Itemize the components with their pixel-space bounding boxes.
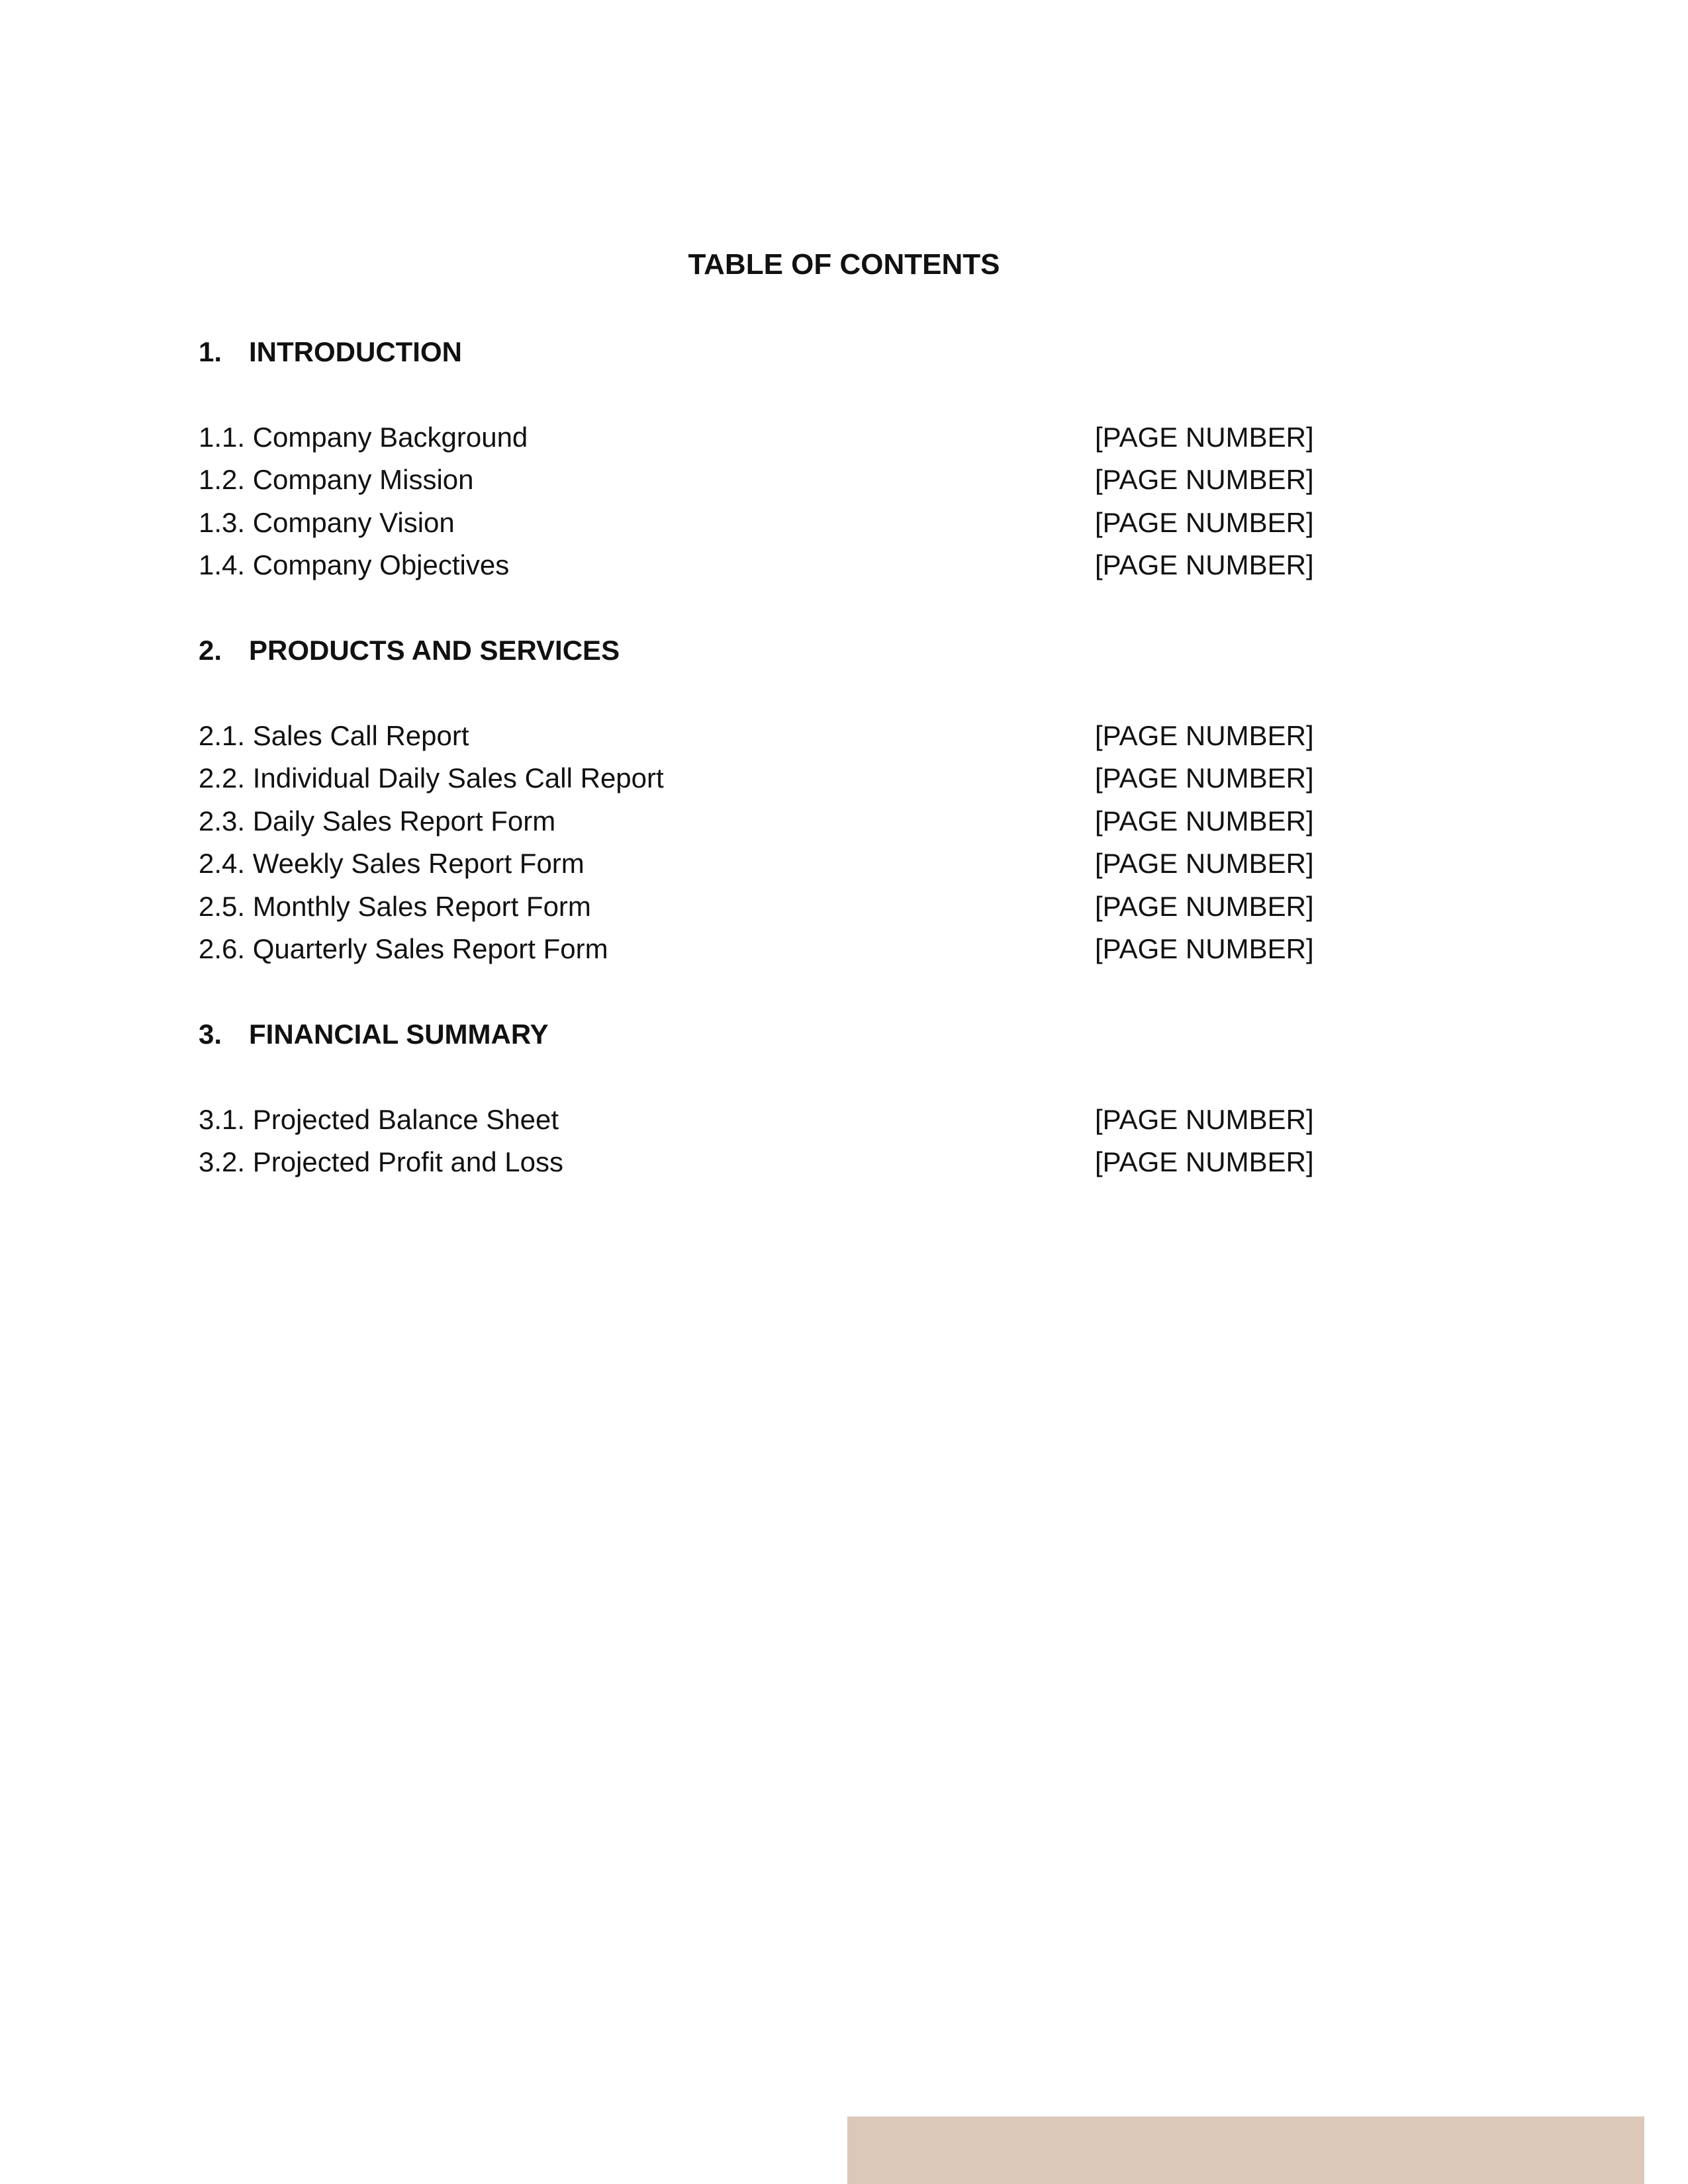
toc-entry-page-number: [PAGE NUMBER] bbox=[1095, 1104, 1314, 1135]
toc-entry-page-number: [PAGE NUMBER] bbox=[1095, 933, 1314, 964]
toc-entry-company-mission[interactable] bbox=[199, 459, 1324, 501]
toc-entry-monthly-sales-report-form[interactable] bbox=[199, 886, 1324, 928]
toc-entry-label: 3.2. Projected Profit and Loss bbox=[199, 1146, 563, 1177]
toc-entry-label: 2.1. Sales Call Report bbox=[199, 720, 469, 751]
toc-entry-label: 1.4. Company Objectives bbox=[199, 549, 510, 580]
toc-entry-quarterly-sales-report-form[interactable] bbox=[199, 928, 1324, 970]
footer-accent-bar bbox=[847, 2116, 1644, 2184]
toc-entry-company-background[interactable] bbox=[199, 416, 1324, 459]
toc-entry-sales-call-report[interactable] bbox=[199, 715, 1324, 757]
section-heading-financial-summary[interactable] bbox=[199, 1013, 549, 1056]
toc-entry-page-number: [PAGE NUMBER] bbox=[1095, 891, 1314, 922]
toc-entry-label: 2.2. Individual Daily Sales Call Report bbox=[199, 762, 664, 794]
toc-entry-daily-sales-report-form[interactable] bbox=[199, 800, 1324, 842]
toc-entry-page-number: [PAGE NUMBER] bbox=[1095, 848, 1314, 879]
toc-entry-company-objectives[interactable] bbox=[199, 544, 1324, 586]
section-title: INTRODUCTION bbox=[249, 336, 462, 367]
toc-entry-label: 1.3. Company Vision bbox=[199, 507, 455, 538]
toc-entry-page-number: [PAGE NUMBER] bbox=[1095, 762, 1314, 794]
toc-entry-projected-balance-sheet[interactable] bbox=[199, 1099, 1324, 1141]
section-number: 1. bbox=[199, 336, 222, 367]
section-title: PRODUCTS AND SERVICES bbox=[249, 635, 620, 666]
toc-entry-company-vision[interactable] bbox=[199, 502, 1324, 544]
section-heading-products-and-services[interactable] bbox=[199, 629, 620, 672]
toc-entry-weekly-sales-report-form[interactable] bbox=[199, 842, 1324, 885]
toc-entry-label: 2.4. Weekly Sales Report Form bbox=[199, 848, 585, 879]
section-heading-introduction[interactable] bbox=[199, 331, 462, 373]
toc-entry-individual-daily-sales-call-report[interactable] bbox=[199, 757, 1324, 799]
toc-entry-label: 1.2. Company Mission bbox=[199, 464, 474, 495]
section-title: FINANCIAL SUMMARY bbox=[249, 1019, 549, 1050]
toc-entry-page-number: [PAGE NUMBER] bbox=[1095, 1146, 1314, 1177]
toc-entry-page-number: [PAGE NUMBER] bbox=[1095, 805, 1314, 837]
toc-entry-label: 2.6. Quarterly Sales Report Form bbox=[199, 933, 608, 964]
toc-entry-label: 3.1. Projected Balance Sheet bbox=[199, 1104, 559, 1135]
toc-entry-page-number: [PAGE NUMBER] bbox=[1095, 464, 1314, 495]
section-number: 2. bbox=[199, 635, 222, 666]
toc-entry-label: 2.3. Daily Sales Report Form bbox=[199, 805, 556, 837]
toc-entry-page-number: [PAGE NUMBER] bbox=[1095, 549, 1314, 580]
toc-entry-projected-profit-and-loss[interactable] bbox=[199, 1141, 1324, 1183]
toc-entry-page-number: [PAGE NUMBER] bbox=[1095, 422, 1314, 453]
toc-entry-page-number: [PAGE NUMBER] bbox=[1095, 720, 1314, 751]
section-number: 3. bbox=[199, 1019, 222, 1050]
toc-entry-label: 1.1. Company Background bbox=[199, 422, 528, 453]
toc-entry-page-number: [PAGE NUMBER] bbox=[1095, 507, 1314, 538]
toc-entry-label: 2.5. Monthly Sales Report Form bbox=[199, 891, 591, 922]
page-title: TABLE OF CONTENTS bbox=[688, 248, 1000, 281]
